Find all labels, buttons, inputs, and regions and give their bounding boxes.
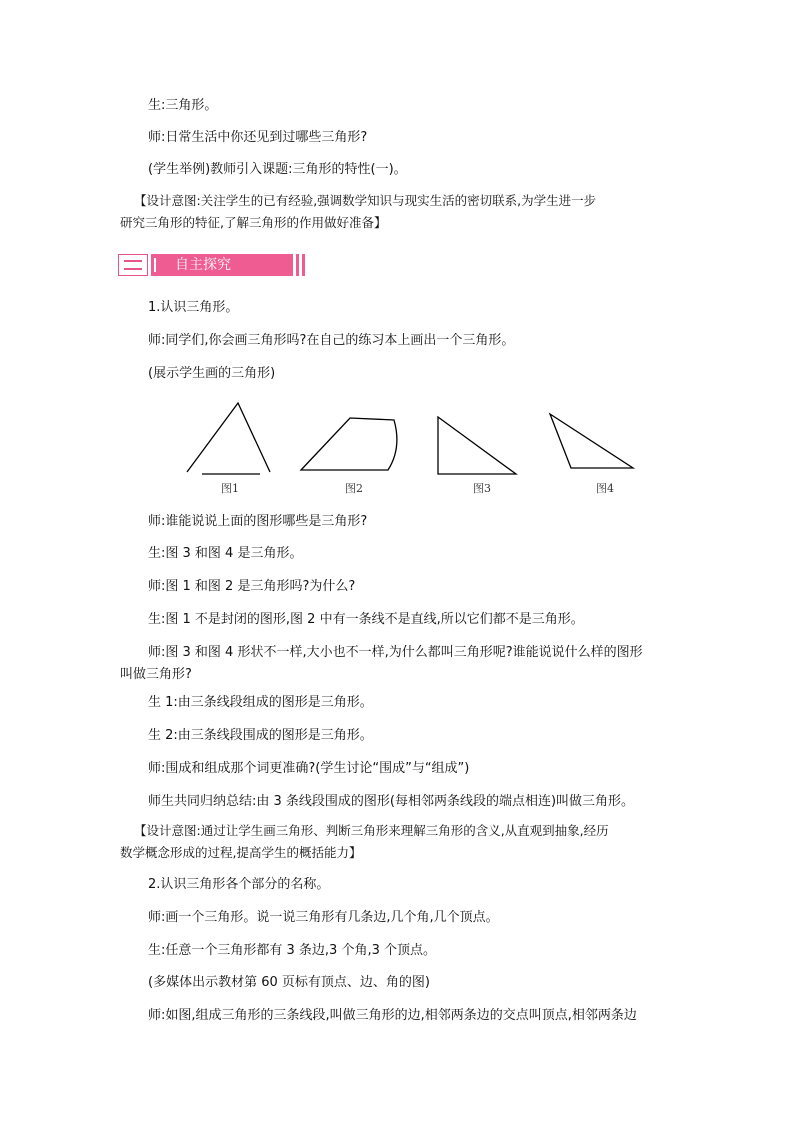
dialogue-line: 生:图 3 和图 4 是三角形。 — [148, 546, 303, 561]
dialogue-line: 1.认识三角形。 — [148, 300, 239, 315]
dialogue-line: 师:日常生活中你还见到过哪些三角形? — [148, 130, 368, 145]
triangle-figures — [180, 398, 650, 478]
dialogue-line: 师:图 1 和图 2 是三角形吗?为什么? — [148, 579, 356, 594]
dialogue-paragraph — [120, 642, 680, 686]
design-intent-note — [120, 820, 680, 864]
dialogue-line: 师生共同归纳总结:由 3 条线段围成的图形(每相邻两条线段的端点相连)叫做三角形。 — [148, 794, 635, 809]
design-intent-line: 研究三角形的特征,了解三角形的作用做好准备】 — [120, 215, 387, 230]
figure-4-triangle — [550, 414, 633, 468]
section-banner — [118, 254, 302, 276]
figure-2-curved-shape — [301, 418, 397, 470]
figure-label: 图4 — [596, 482, 614, 495]
dialogue-line: 师:谁能说说上面的图形哪些是三角形? — [148, 514, 368, 529]
figure-1-open-shape — [187, 403, 270, 474]
banner-stripe — [302, 254, 305, 276]
design-intent-line: 【设计意图:关注学生的已有经验,强调数学知识与现实生活的密切联系,为学生进一步 — [134, 193, 597, 208]
figure-label: 图3 — [473, 482, 491, 495]
dialogue-line: (多媒体出示教材第 60 页标有顶点、边、角的图) — [148, 975, 430, 990]
dialogue-line: 叫做三角形? — [120, 667, 192, 682]
figure-3-triangle — [438, 417, 516, 474]
design-intent-line: 【设计意图:通过让学生画三角形、判断三角形来理解三角形的含义,从直观到抽象,经历 — [134, 823, 609, 838]
dialogue-line: 生 2:由三条线段围成的图形是三角形。 — [148, 728, 373, 743]
dialogue-line: 生:三角形。 — [148, 98, 218, 113]
figure-label: 图1 — [221, 482, 239, 495]
dialogue-line: 师:如图,组成三角形的三条线段,叫做三角形的边,相邻两条边的交点叫顶点,相邻两条边 — [148, 1008, 637, 1023]
section-number-icon — [118, 254, 148, 276]
figure-label: 图2 — [345, 482, 363, 495]
dialogue-line: 师:图 3 和图 4 形状不一样,大小也不一样,为什么都叫三角形呢?谁能说说什么样的图形 — [148, 645, 643, 660]
dialogue-line: 生:图 1 不是封闭的图形,图 2 中有一条线不是直线,所以它们都不是三角形。 — [148, 612, 584, 627]
dialogue-line: 师:画一个三角形。说一说三角形有几条边,几个角,几个顶点。 — [148, 910, 499, 925]
section-title: 自主探究 — [175, 257, 231, 273]
section-title-bar — [151, 254, 293, 276]
dialogue-line: 2.认识三角形各个部分的名称。 — [148, 877, 330, 892]
dialogue-line: 生 1:由三条线段组成的图形是三角形。 — [148, 695, 373, 710]
design-intent-note — [120, 190, 680, 234]
dialogue-line: 师:同学们,你会画三角形吗?在自己的练习本上画出一个三角形。 — [148, 333, 515, 348]
banner-stripe — [296, 254, 299, 276]
dialogue-line: 生:任意一个三角形都有 3 条边,3 个角,3 个顶点。 — [148, 943, 436, 958]
dialogue-line: (展示学生画的三角形) — [148, 366, 276, 381]
dialogue-line: 师:围成和组成那个词更准确?(学生讨论“围成”与“组成”) — [148, 761, 470, 776]
dialogue-line: (学生举例)教师引入课题:三角形的特性(一)。 — [148, 162, 407, 177]
design-intent-line: 数学概念形成的过程,提高学生的概括能力】 — [120, 845, 362, 860]
